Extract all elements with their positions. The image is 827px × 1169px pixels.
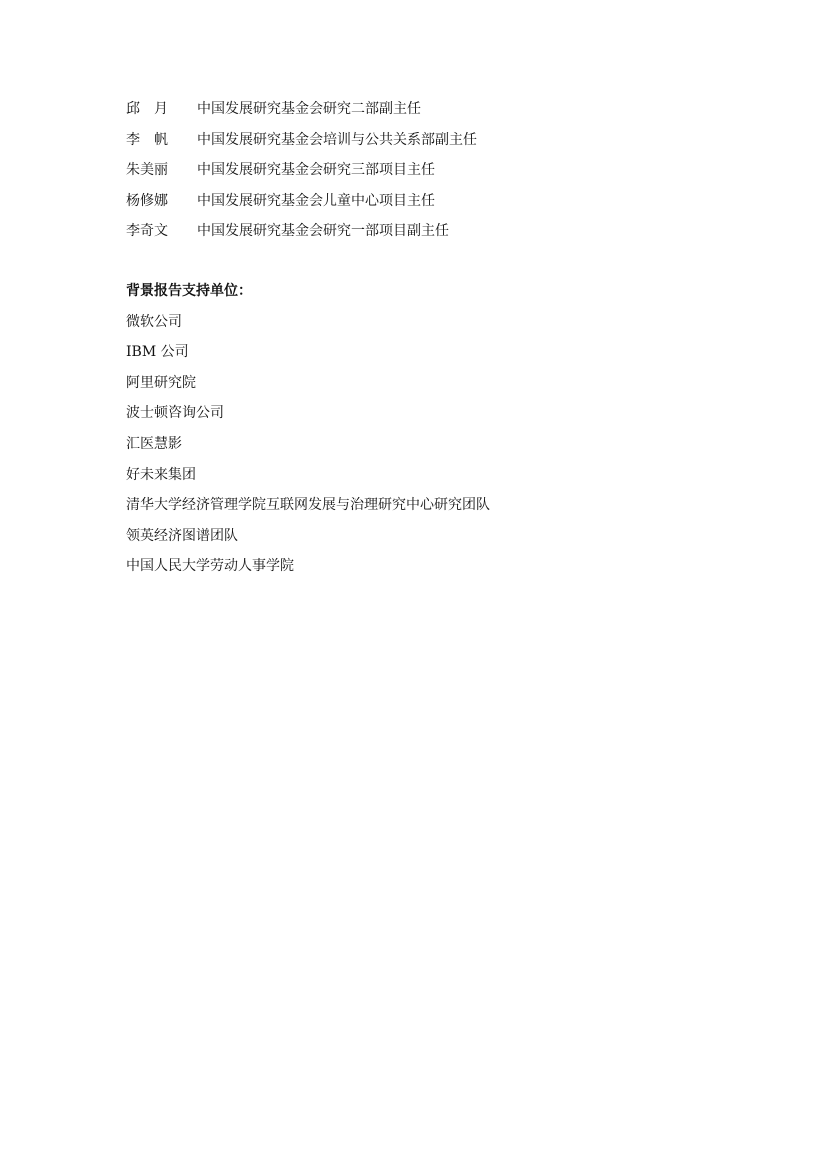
member-title: 中国发展研究基金会研究三部项目主任 (197, 162, 435, 179)
member-title: 中国发展研究基金会研究二部副主任 (197, 101, 421, 117)
member-row (126, 129, 746, 160)
organization-item: 汇医慧影 (126, 435, 182, 452)
member-name: 李奇文 (126, 223, 168, 240)
member-name: 李帆 (126, 131, 182, 148)
organization-item: 领英经济图谱团队 (126, 527, 238, 544)
organization-item: 好未来集团 (126, 466, 196, 483)
member-row (126, 98, 746, 129)
page-content (126, 98, 746, 586)
member-row (126, 220, 746, 251)
organization-item: 中国人民大学劳动人事学院 (126, 558, 294, 575)
member-title: 中国发展研究基金会研究一部项目副主任 (197, 223, 449, 240)
support-section-heading: 背景报告支持单位： (126, 282, 252, 299)
organization-item: 清华大学经济管理学院互联网发展与治理研究中心研究团队 (126, 497, 490, 514)
organization-item: 微软公司 (126, 313, 182, 330)
organization-list (126, 311, 746, 586)
organization-item: 阿里研究院 (126, 374, 196, 391)
member-list (126, 98, 746, 251)
organization-item: 波士顿咨询公司 (126, 405, 224, 422)
member-name: 邱月 (126, 101, 182, 117)
organization-item: IBM 公司 (126, 344, 189, 361)
member-title: 中国发展研究基金会培训与公共关系部副主任 (197, 131, 477, 148)
member-name: 朱美丽 (126, 162, 168, 179)
member-title: 中国发展研究基金会儿童中心项目主任 (197, 192, 435, 209)
member-row (126, 159, 746, 190)
member-row (126, 190, 746, 221)
member-name: 杨修娜 (126, 192, 168, 209)
